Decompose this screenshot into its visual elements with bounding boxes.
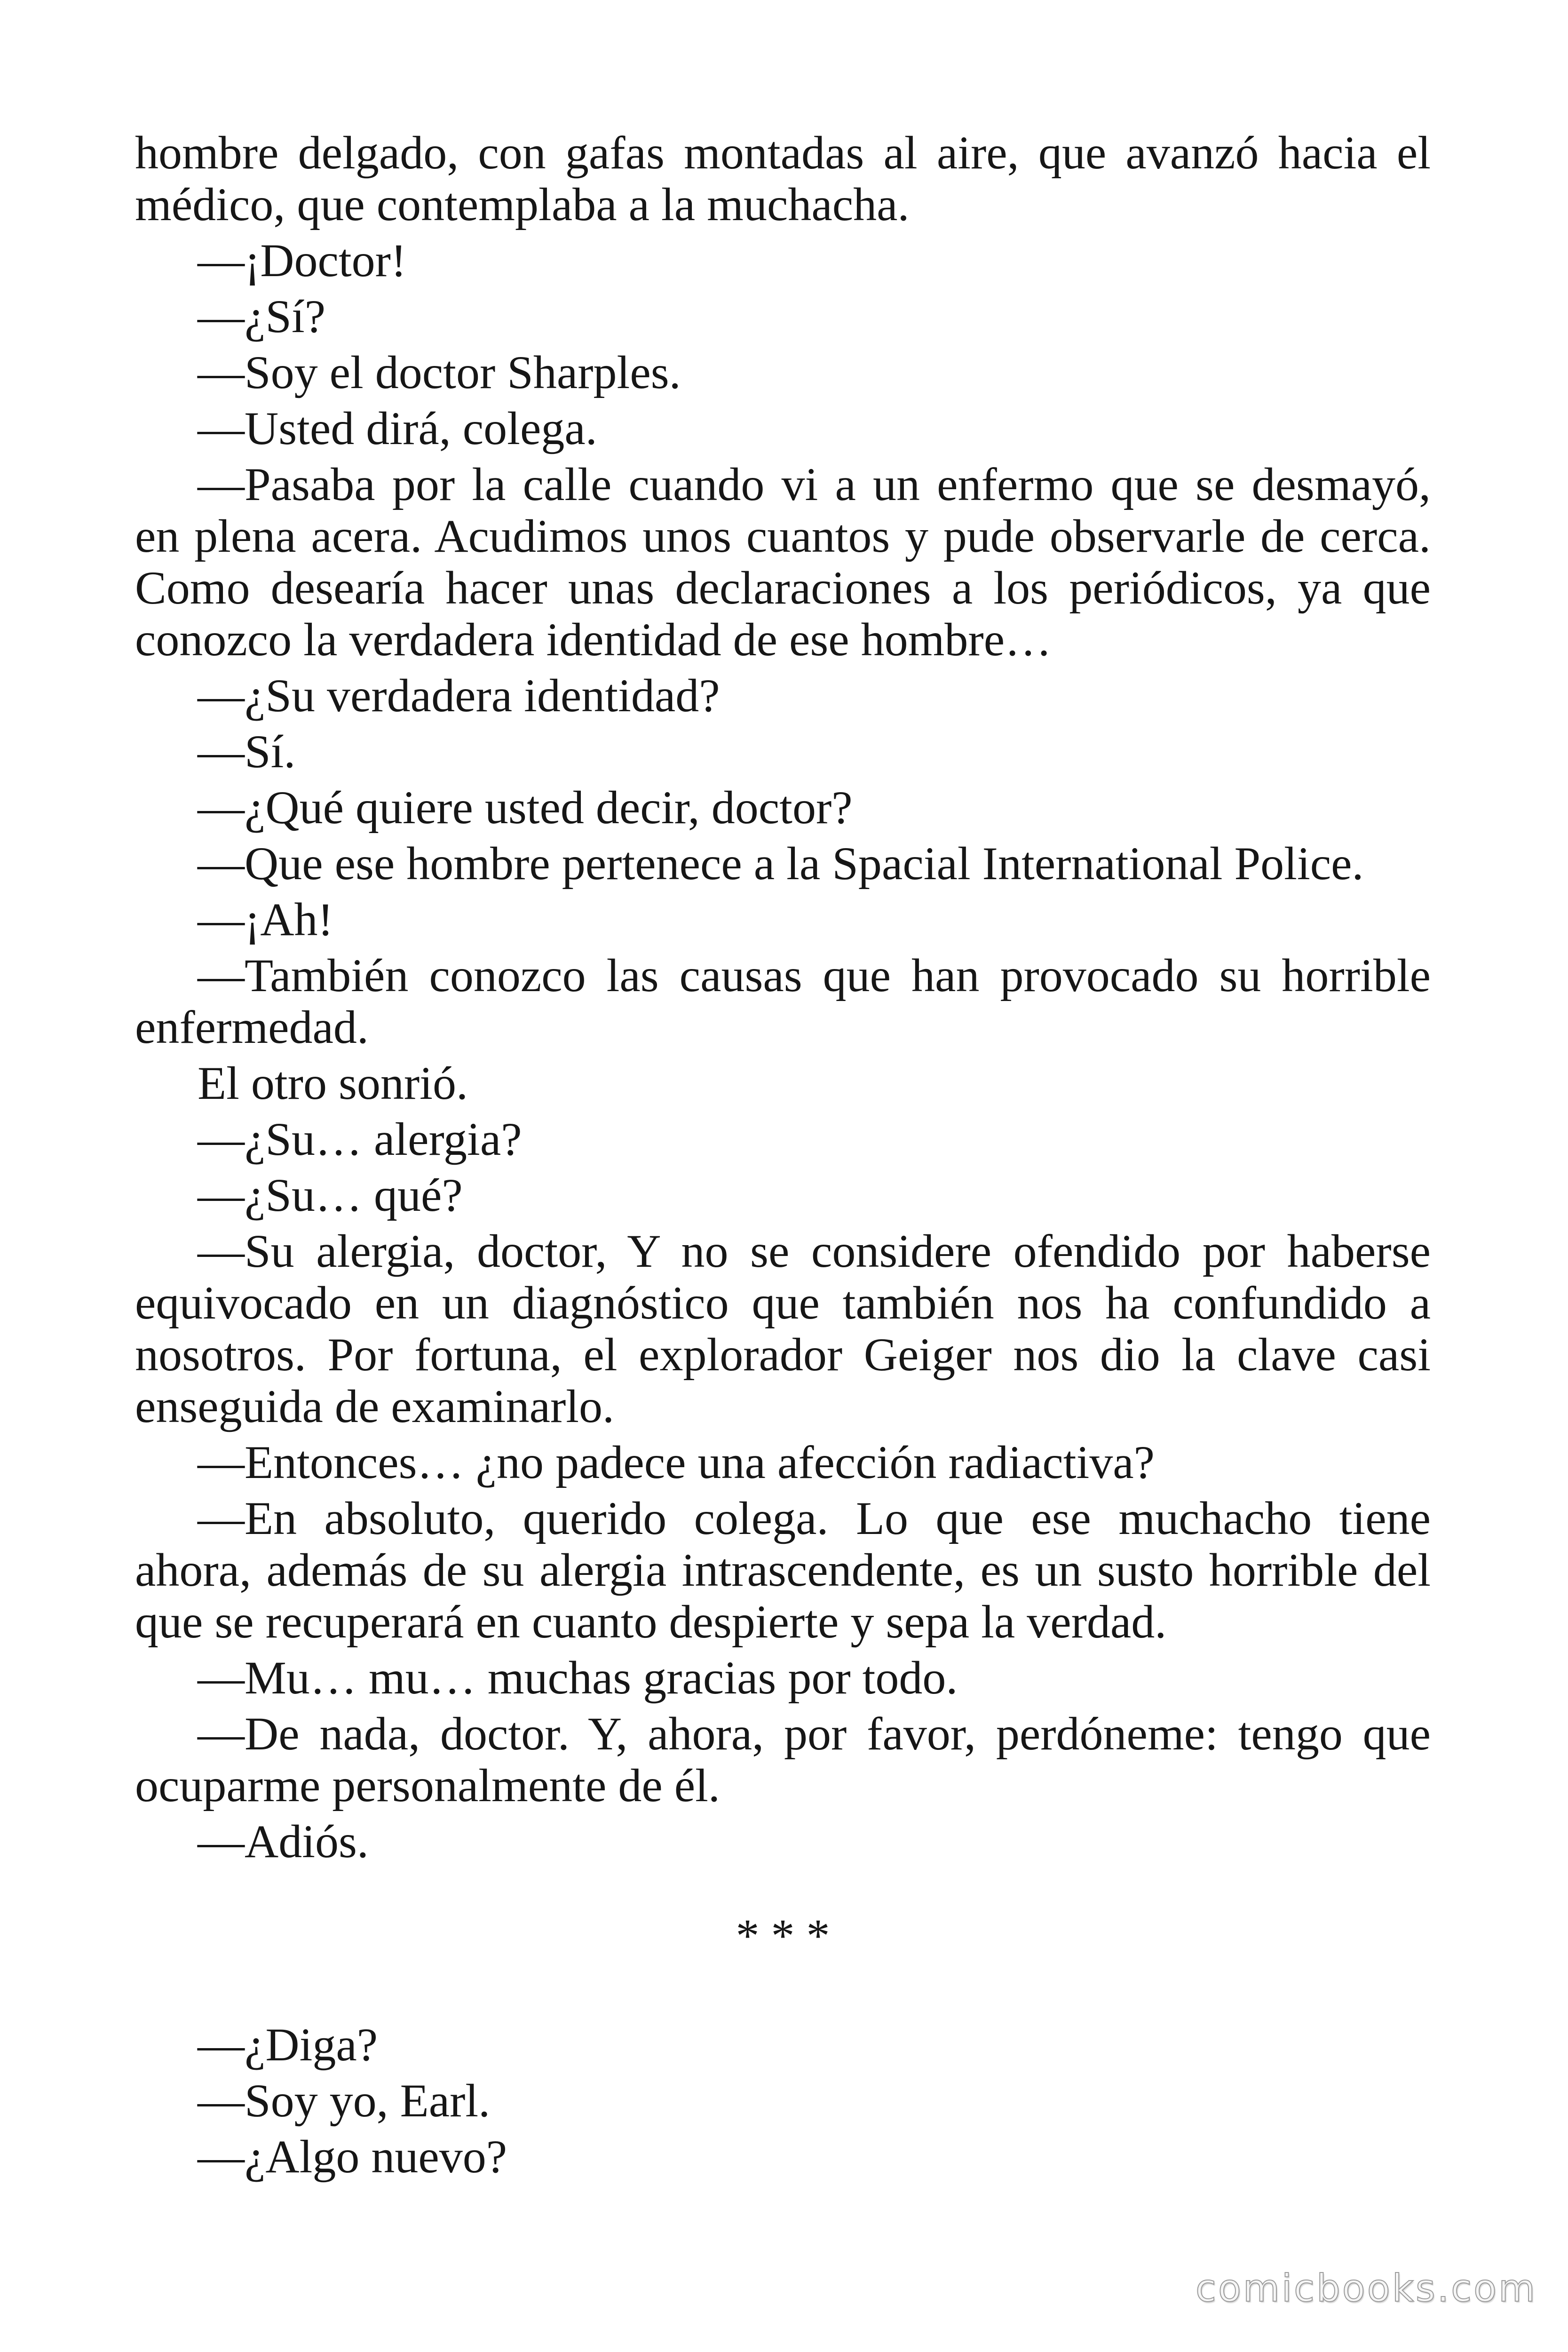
text-line: —Mu… mu… muchas gracias por todo.	[198, 1652, 958, 1704]
dialogue-paragraph	[135, 782, 1431, 834]
dialogue-paragraph	[135, 235, 1431, 286]
dialogue-paragraph	[135, 2131, 1431, 2183]
text-line: —¿Su… qué?	[198, 1169, 463, 1221]
dialogue-paragraph	[135, 726, 1431, 778]
dialogue-paragraph	[135, 1708, 1431, 1812]
body-text	[135, 127, 1431, 2183]
text-line: —Adiós.	[198, 1815, 369, 1867]
text-line: —Sí.	[198, 725, 296, 778]
dialogue-paragraph	[135, 950, 1431, 1053]
text-line: —Su alergia, doctor, Y no se considere ofendido por haberse	[198, 1225, 1431, 1277]
dialogue-paragraph	[135, 1225, 1431, 1432]
dialogue-paragraph	[135, 459, 1431, 666]
dialogue-paragraph	[135, 1113, 1431, 1165]
text-line: —Usted dirá, colega.	[198, 402, 597, 454]
text-line: —¿Qué quiere usted decir, doctor?	[198, 781, 853, 834]
text-line: en plena acera. Acudimos unos cuantos y pude observarle de cerca.	[135, 510, 1431, 562]
text-line: nosotros. Por fortuna, el explorador Geiger nos dio la clave casi	[135, 1328, 1431, 1381]
text-line: médico, que contemplaba a la muchacha.	[135, 178, 910, 230]
dialogue-paragraph	[135, 1437, 1431, 1488]
text-line: Como desearía hacer unas declaraciones a los periódicos, ya que	[135, 562, 1431, 614]
site-watermark: comicbooks.com	[1195, 2266, 1537, 2310]
text-line: enfermedad.	[135, 1001, 369, 1053]
dialogue-paragraph	[135, 1493, 1431, 1648]
text-before-scene-break	[135, 127, 1431, 1867]
text-line: —¿Algo nuevo?	[198, 2130, 507, 2183]
text-line: —¿Su verdadera identidad?	[198, 669, 720, 722]
text-line: —¡Ah!	[198, 893, 333, 946]
text-line: —Soy yo, Earl.	[198, 2074, 491, 2127]
text-line: —Entonces… ¿no padece una afección radiactiva?	[198, 1436, 1155, 1488]
dialogue-paragraph	[135, 347, 1431, 398]
text-line: —También conozco las causas que han provocado su horrible	[198, 949, 1431, 1001]
text-line: —¿Sí?	[198, 290, 326, 342]
dialogue-paragraph	[135, 838, 1431, 890]
text-line: equivocado en un diagnóstico que también nos ha confundido a	[135, 1277, 1431, 1329]
text-line: enseguida de examinarlo.	[135, 1380, 615, 1432]
narration-paragraph	[135, 1057, 1431, 1109]
dialogue-paragraph	[135, 1169, 1431, 1221]
text-line: —De nada, doctor. Y, ahora, por favor, perdóneme: tengo que	[198, 1708, 1431, 1760]
dialogue-paragraph	[135, 1652, 1431, 1704]
text-line: El otro sonrió.	[198, 1057, 468, 1109]
text-line: —En absoluto, querido colega. Lo que ese muchacho tiene	[198, 1492, 1431, 1544]
dialogue-paragraph	[135, 2075, 1431, 2127]
text-line: que se recuperará en cuanto despierte y sepa la verdad.	[135, 1596, 1167, 1648]
dialogue-paragraph	[135, 670, 1431, 722]
text-line: conozco la verdadera identidad de ese hombre…	[135, 613, 1052, 666]
text-line: ahora, además de su alergia intrascendente, es un susto horrible del	[135, 1544, 1431, 1596]
dialogue-paragraph	[135, 894, 1431, 946]
dialogue-paragraph	[135, 403, 1431, 454]
text-line: —Soy el doctor Sharples.	[198, 346, 681, 398]
dialogue-paragraph	[135, 2019, 1431, 2071]
paragraph	[135, 127, 1431, 230]
text-after-scene-break	[135, 2019, 1431, 2183]
text-line: ocuparme personalmente de él.	[135, 1759, 720, 1812]
text-line: —¿Su… alergia?	[198, 1113, 522, 1165]
scene-break: * * *	[736, 1909, 830, 1962]
text-line: —¿Diga?	[198, 2018, 378, 2071]
dialogue-paragraph	[135, 291, 1431, 342]
text-line: hombre delgado, con gafas montadas al aire, que avanzó hacia el	[135, 127, 1431, 179]
dialogue-paragraph	[135, 1816, 1431, 1867]
text-line: —Que ese hombre pertenece a la Spacial International Police.	[198, 837, 1364, 890]
text-line: —¡Doctor!	[198, 234, 407, 286]
text-line: —Pasaba por la calle cuando vi a un enfermo que se desmayó,	[198, 458, 1431, 510]
